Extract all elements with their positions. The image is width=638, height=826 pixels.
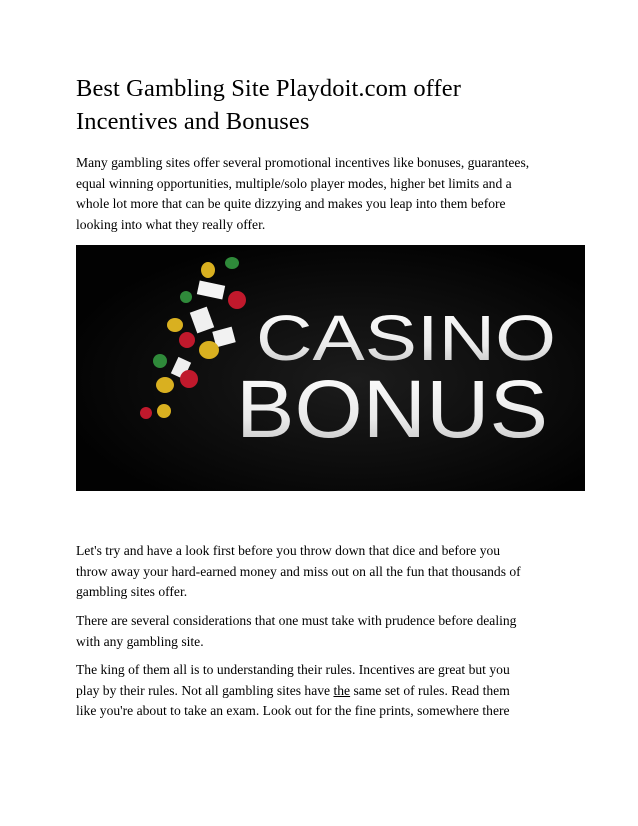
banner-word-bonus: BONUS	[236, 364, 548, 455]
p4-line-2-after: same set of rules. Read them	[350, 682, 510, 698]
intro-line-4: looking into what they really offer.	[76, 216, 266, 232]
p4-line-3: like you're about to take an exam. Look out for the fine prints, somewhere there	[76, 703, 510, 718]
red-chip-icon	[140, 407, 152, 419]
intro-line-1: Many gambling sites offer several promotional incentives like bonuses, guarantees,	[76, 155, 530, 170]
p2-line-1: Let's try and have a look first before you throw down that dice and before you	[76, 543, 501, 558]
intro-line-3: whole lot more that can be quite dizzying and makes you leap into them before	[76, 196, 506, 211]
p4-line-1: The king of them all is to understanding their rules. Incentives are great but you	[76, 662, 510, 677]
p2-line-2: throw away your hard-earned money and miss out on all the fun that thousands of	[76, 563, 521, 579]
paragraph-2	[76, 541, 576, 603]
p3-line-1: There are several considerations that one must take with prudence before dealing	[76, 613, 517, 628]
casino-bonus-graphic	[76, 245, 585, 491]
paragraph-3	[76, 611, 576, 652]
gold-chip-icon	[201, 262, 215, 278]
green-chip-icon	[180, 291, 192, 303]
intro-line-2: equal winning opportunities, multiple/solo player modes, higher bet limits and a	[76, 175, 512, 191]
green-chip-icon	[153, 354, 167, 368]
title-line-1: Best Gambling Site Playdoit.com offer	[76, 75, 461, 102]
red-chip-icon	[180, 370, 198, 388]
gold-chip-icon	[157, 404, 171, 418]
gold-chip-icon	[167, 318, 183, 332]
paragraph-4	[76, 660, 576, 722]
p3-line-2: with any gambling site.	[76, 633, 204, 649]
intro-paragraph	[76, 153, 576, 235]
gold-chip-icon	[199, 341, 219, 359]
banner-word-casino: CASINO	[256, 302, 556, 374]
casino-bonus-banner	[76, 245, 585, 491]
title-line-2: Incentives and Bonuses	[76, 108, 310, 135]
p4-line-2-before: play by their rules. Not all gambling sites have	[76, 682, 334, 698]
gold-chip-icon	[156, 377, 174, 393]
page-title	[76, 72, 576, 138]
red-chip-icon	[179, 332, 195, 348]
p2-line-3: gambling sites offer.	[76, 584, 188, 599]
red-chip-icon	[228, 291, 246, 309]
green-chip-icon	[225, 257, 239, 269]
p4-underlined-word: the	[333, 682, 351, 698]
